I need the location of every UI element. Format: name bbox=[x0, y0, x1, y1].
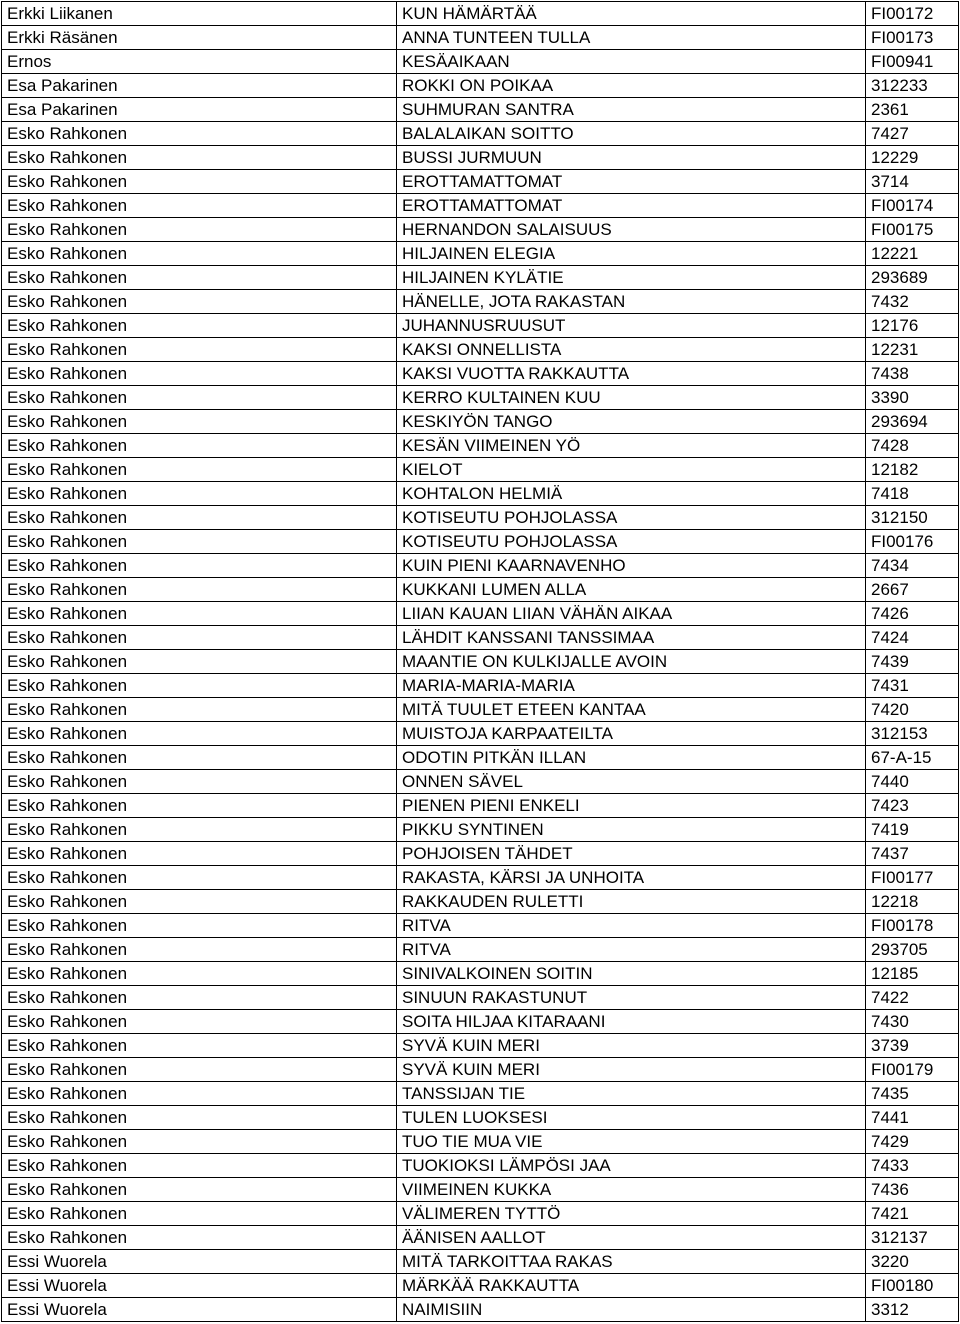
code-cell: 12221 bbox=[866, 242, 959, 266]
artist-cell: Esko Rahkonen bbox=[2, 170, 397, 194]
code-cell: FI00174 bbox=[866, 194, 959, 218]
artist-cell: Esko Rahkonen bbox=[2, 1154, 397, 1178]
title-cell: KERRO KULTAINEN KUU bbox=[397, 386, 866, 410]
code-cell: FI00175 bbox=[866, 218, 959, 242]
title-cell: ÄÄNISEN AALLOT bbox=[397, 1226, 866, 1250]
title-cell: KIELOT bbox=[397, 458, 866, 482]
code-cell: 2361 bbox=[866, 98, 959, 122]
artist-cell: Esko Rahkonen bbox=[2, 578, 397, 602]
code-cell: 293705 bbox=[866, 938, 959, 962]
artist-cell: Esko Rahkonen bbox=[2, 290, 397, 314]
artist-cell: Esko Rahkonen bbox=[2, 194, 397, 218]
title-cell: SOITA HILJAA KITARAANI bbox=[397, 1010, 866, 1034]
code-cell: FI00180 bbox=[866, 1274, 959, 1298]
code-cell: 7420 bbox=[866, 698, 959, 722]
code-cell: 3312 bbox=[866, 1298, 959, 1322]
artist-cell: Esko Rahkonen bbox=[2, 362, 397, 386]
code-cell: 7427 bbox=[866, 122, 959, 146]
table-row bbox=[2, 290, 959, 314]
code-cell: 312233 bbox=[866, 74, 959, 98]
code-cell: FI00178 bbox=[866, 914, 959, 938]
table-row bbox=[2, 98, 959, 122]
table-row bbox=[2, 242, 959, 266]
artist-cell: Essi Wuorela bbox=[2, 1298, 397, 1322]
artist-cell: Esko Rahkonen bbox=[2, 242, 397, 266]
table-row bbox=[2, 314, 959, 338]
title-cell: HERNANDON SALAISUUS bbox=[397, 218, 866, 242]
code-cell: FI00172 bbox=[866, 2, 959, 26]
code-cell: 12229 bbox=[866, 146, 959, 170]
title-cell: MITÄ TARKOITTAA RAKAS bbox=[397, 1250, 866, 1274]
table-row bbox=[2, 218, 959, 242]
table-row bbox=[2, 890, 959, 914]
artist-cell: Esko Rahkonen bbox=[2, 698, 397, 722]
title-cell: SYVÄ KUIN MERI bbox=[397, 1058, 866, 1082]
song-table bbox=[1, 1, 959, 1322]
title-cell: SYVÄ KUIN MERI bbox=[397, 1034, 866, 1058]
artist-cell: Esko Rahkonen bbox=[2, 1082, 397, 1106]
table-row bbox=[2, 746, 959, 770]
title-cell: KESKIYÖN TANGO bbox=[397, 410, 866, 434]
code-cell: 312153 bbox=[866, 722, 959, 746]
table-row bbox=[2, 434, 959, 458]
code-cell: 3714 bbox=[866, 170, 959, 194]
table-row bbox=[2, 1226, 959, 1250]
code-cell: 7423 bbox=[866, 794, 959, 818]
table-row bbox=[2, 1106, 959, 1130]
table-row bbox=[2, 578, 959, 602]
artist-cell: Essi Wuorela bbox=[2, 1250, 397, 1274]
table-row bbox=[2, 1274, 959, 1298]
title-cell: KOTISEUTU POHJOLASSA bbox=[397, 530, 866, 554]
table-row bbox=[2, 122, 959, 146]
title-cell: TUO TIE MUA VIE bbox=[397, 1130, 866, 1154]
table-row bbox=[2, 626, 959, 650]
table-row bbox=[2, 338, 959, 362]
artist-cell: Erkki Liikanen bbox=[2, 2, 397, 26]
table-row bbox=[2, 1010, 959, 1034]
code-cell: FI00941 bbox=[866, 50, 959, 74]
artist-cell: Esko Rahkonen bbox=[2, 1106, 397, 1130]
code-cell: 312150 bbox=[866, 506, 959, 530]
title-cell: HÄNELLE, JOTA RAKASTAN bbox=[397, 290, 866, 314]
artist-cell: Esko Rahkonen bbox=[2, 314, 397, 338]
artist-cell: Esko Rahkonen bbox=[2, 1130, 397, 1154]
table-row bbox=[2, 938, 959, 962]
title-cell: MAANTIE ON KULKIJALLE AVOIN bbox=[397, 650, 866, 674]
artist-cell: Esko Rahkonen bbox=[2, 338, 397, 362]
table-row bbox=[2, 914, 959, 938]
code-cell: 7441 bbox=[866, 1106, 959, 1130]
table-row bbox=[2, 2, 959, 26]
table-row bbox=[2, 650, 959, 674]
artist-cell: Esko Rahkonen bbox=[2, 410, 397, 434]
code-cell: 2667 bbox=[866, 578, 959, 602]
artist-cell: Esko Rahkonen bbox=[2, 794, 397, 818]
artist-cell: Esko Rahkonen bbox=[2, 554, 397, 578]
code-cell: 3220 bbox=[866, 1250, 959, 1274]
title-cell: KESÄAIKAAN bbox=[397, 50, 866, 74]
code-cell: 7434 bbox=[866, 554, 959, 578]
title-cell: ONNEN SÄVEL bbox=[397, 770, 866, 794]
title-cell: KUN HÄMÄRTÄÄ bbox=[397, 2, 866, 26]
artist-cell: Esko Rahkonen bbox=[2, 458, 397, 482]
title-cell: EROTTAMATTOMAT bbox=[397, 170, 866, 194]
artist-cell: Esa Pakarinen bbox=[2, 98, 397, 122]
title-cell: SUHMURAN SANTRA bbox=[397, 98, 866, 122]
table-row bbox=[2, 602, 959, 626]
artist-cell: Esko Rahkonen bbox=[2, 1202, 397, 1226]
code-cell: FI00179 bbox=[866, 1058, 959, 1082]
table-row bbox=[2, 818, 959, 842]
title-cell: ROKKI ON POIKAA bbox=[397, 74, 866, 98]
title-cell: KESÄN VIIMEINEN YÖ bbox=[397, 434, 866, 458]
table-row bbox=[2, 170, 959, 194]
table-row bbox=[2, 194, 959, 218]
title-cell: MITÄ TUULET ETEEN KANTAA bbox=[397, 698, 866, 722]
artist-cell: Ernos bbox=[2, 50, 397, 74]
table-row bbox=[2, 530, 959, 554]
table-row bbox=[2, 50, 959, 74]
title-cell: LIIAN KAUAN LIIAN VÄHÄN AIKAA bbox=[397, 602, 866, 626]
artist-cell: Esko Rahkonen bbox=[2, 530, 397, 554]
artist-cell: Esko Rahkonen bbox=[2, 1178, 397, 1202]
title-cell: KUKKANI LUMEN ALLA bbox=[397, 578, 866, 602]
code-cell: 12231 bbox=[866, 338, 959, 362]
artist-cell: Esko Rahkonen bbox=[2, 434, 397, 458]
code-cell: 67-A-15 bbox=[866, 746, 959, 770]
table-row bbox=[2, 74, 959, 98]
code-cell: 7433 bbox=[866, 1154, 959, 1178]
title-cell: KUIN PIENI KAARNAVENHO bbox=[397, 554, 866, 578]
artist-cell: Esko Rahkonen bbox=[2, 986, 397, 1010]
code-cell: 7424 bbox=[866, 626, 959, 650]
artist-cell: Esko Rahkonen bbox=[2, 818, 397, 842]
table-row bbox=[2, 458, 959, 482]
title-cell: KOTISEUTU POHJOLASSA bbox=[397, 506, 866, 530]
artist-cell: Esko Rahkonen bbox=[2, 482, 397, 506]
table-row bbox=[2, 1130, 959, 1154]
code-cell: 7437 bbox=[866, 842, 959, 866]
code-cell: 293694 bbox=[866, 410, 959, 434]
code-cell: 7436 bbox=[866, 1178, 959, 1202]
code-cell: 7421 bbox=[866, 1202, 959, 1226]
code-cell: 3390 bbox=[866, 386, 959, 410]
artist-cell: Esko Rahkonen bbox=[2, 962, 397, 986]
artist-cell: Esa Pakarinen bbox=[2, 74, 397, 98]
code-cell: 7429 bbox=[866, 1130, 959, 1154]
title-cell: POHJOISEN TÄHDET bbox=[397, 842, 866, 866]
artist-cell: Esko Rahkonen bbox=[2, 842, 397, 866]
table-row bbox=[2, 1058, 959, 1082]
table-row bbox=[2, 1082, 959, 1106]
title-cell: NAIMISIIN bbox=[397, 1298, 866, 1322]
code-cell: 7435 bbox=[866, 1082, 959, 1106]
table-row bbox=[2, 362, 959, 386]
artist-cell: Esko Rahkonen bbox=[2, 122, 397, 146]
code-cell: 7422 bbox=[866, 986, 959, 1010]
title-cell: TANSSIJAN TIE bbox=[397, 1082, 866, 1106]
table-row bbox=[2, 386, 959, 410]
title-cell: BUSSI JURMUUN bbox=[397, 146, 866, 170]
title-cell: HILJAINEN KYLÄTIE bbox=[397, 266, 866, 290]
artist-cell: Esko Rahkonen bbox=[2, 1058, 397, 1082]
artist-cell: Esko Rahkonen bbox=[2, 386, 397, 410]
table-row bbox=[2, 842, 959, 866]
table-row bbox=[2, 26, 959, 50]
title-cell: RITVA bbox=[397, 938, 866, 962]
artist-cell: Esko Rahkonen bbox=[2, 146, 397, 170]
artist-cell: Esko Rahkonen bbox=[2, 266, 397, 290]
code-cell: 312137 bbox=[866, 1226, 959, 1250]
artist-cell: Esko Rahkonen bbox=[2, 1226, 397, 1250]
table-row bbox=[2, 962, 959, 986]
table-row bbox=[2, 794, 959, 818]
table-row bbox=[2, 554, 959, 578]
code-cell: 7432 bbox=[866, 290, 959, 314]
title-cell: MÄRKÄÄ RAKKAUTTA bbox=[397, 1274, 866, 1298]
artist-cell: Esko Rahkonen bbox=[2, 866, 397, 890]
title-cell: TULEN LUOKSESI bbox=[397, 1106, 866, 1130]
title-cell: VIIMEINEN KUKKA bbox=[397, 1178, 866, 1202]
table-row bbox=[2, 146, 959, 170]
song-table-body bbox=[2, 2, 959, 1322]
title-cell: MARIA-MARIA-MARIA bbox=[397, 674, 866, 698]
title-cell: JUHANNUSRUUSUT bbox=[397, 314, 866, 338]
artist-cell: Esko Rahkonen bbox=[2, 218, 397, 242]
title-cell: TUOKIOKSI LÄMPÖSI JAA bbox=[397, 1154, 866, 1178]
title-cell: VÄLIMEREN TYTTÖ bbox=[397, 1202, 866, 1226]
code-cell: 7431 bbox=[866, 674, 959, 698]
code-cell: FI00177 bbox=[866, 866, 959, 890]
artist-cell: Esko Rahkonen bbox=[2, 722, 397, 746]
artist-cell: Esko Rahkonen bbox=[2, 914, 397, 938]
artist-cell: Essi Wuorela bbox=[2, 1274, 397, 1298]
code-cell: 7418 bbox=[866, 482, 959, 506]
artist-cell: Esko Rahkonen bbox=[2, 746, 397, 770]
artist-cell: Esko Rahkonen bbox=[2, 1010, 397, 1034]
title-cell: RITVA bbox=[397, 914, 866, 938]
title-cell: KAKSI VUOTTA RAKKAUTTA bbox=[397, 362, 866, 386]
title-cell: SINUUN RAKASTUNUT bbox=[397, 986, 866, 1010]
code-cell: 7430 bbox=[866, 1010, 959, 1034]
code-cell: 12218 bbox=[866, 890, 959, 914]
table-row bbox=[2, 770, 959, 794]
code-cell: 7438 bbox=[866, 362, 959, 386]
title-cell: MUISTOJA KARPAATEILTA bbox=[397, 722, 866, 746]
table-row bbox=[2, 506, 959, 530]
code-cell: FI00176 bbox=[866, 530, 959, 554]
artist-cell: Esko Rahkonen bbox=[2, 770, 397, 794]
title-cell: ODOTIN PITKÄN ILLAN bbox=[397, 746, 866, 770]
title-cell: KAKSI ONNELLISTA bbox=[397, 338, 866, 362]
title-cell: EROTTAMATTOMAT bbox=[397, 194, 866, 218]
table-row bbox=[2, 698, 959, 722]
code-cell: 12176 bbox=[866, 314, 959, 338]
code-cell: 12182 bbox=[866, 458, 959, 482]
table-row bbox=[2, 1202, 959, 1226]
table-row bbox=[2, 722, 959, 746]
title-cell: SINIVALKOINEN SOITIN bbox=[397, 962, 866, 986]
title-cell: RAKASTA, KÄRSI JA UNHOITA bbox=[397, 866, 866, 890]
table-row bbox=[2, 410, 959, 434]
table-row bbox=[2, 674, 959, 698]
table-row bbox=[2, 1250, 959, 1274]
table-row bbox=[2, 482, 959, 506]
artist-cell: Esko Rahkonen bbox=[2, 506, 397, 530]
table-row bbox=[2, 1154, 959, 1178]
code-cell: 7428 bbox=[866, 434, 959, 458]
title-cell: LÄHDIT KANSSANI TANSSIMAA bbox=[397, 626, 866, 650]
table-row bbox=[2, 266, 959, 290]
artist-cell: Esko Rahkonen bbox=[2, 626, 397, 650]
title-cell: ANNA TUNTEEN TULLA bbox=[397, 26, 866, 50]
artist-cell: Esko Rahkonen bbox=[2, 938, 397, 962]
code-cell: 7439 bbox=[866, 650, 959, 674]
title-cell: PIENEN PIENI ENKELI bbox=[397, 794, 866, 818]
code-cell: 12185 bbox=[866, 962, 959, 986]
title-cell: PIKKU SYNTINEN bbox=[397, 818, 866, 842]
artist-cell: Erkki Räsänen bbox=[2, 26, 397, 50]
artist-cell: Esko Rahkonen bbox=[2, 890, 397, 914]
title-cell: RAKKAUDEN RULETTI bbox=[397, 890, 866, 914]
title-cell: KOHTALON HELMIÄ bbox=[397, 482, 866, 506]
title-cell: BALALAIKAN SOITTO bbox=[397, 122, 866, 146]
artist-cell: Esko Rahkonen bbox=[2, 650, 397, 674]
code-cell: FI00173 bbox=[866, 26, 959, 50]
code-cell: 7426 bbox=[866, 602, 959, 626]
artist-cell: Esko Rahkonen bbox=[2, 1034, 397, 1058]
code-cell: 293689 bbox=[866, 266, 959, 290]
table-row bbox=[2, 1178, 959, 1202]
code-cell: 7440 bbox=[866, 770, 959, 794]
table-row bbox=[2, 866, 959, 890]
code-cell: 3739 bbox=[866, 1034, 959, 1058]
table-row bbox=[2, 1034, 959, 1058]
code-cell: 7419 bbox=[866, 818, 959, 842]
artist-cell: Esko Rahkonen bbox=[2, 602, 397, 626]
artist-cell: Esko Rahkonen bbox=[2, 674, 397, 698]
table-row bbox=[2, 986, 959, 1010]
table-row bbox=[2, 1298, 959, 1322]
title-cell: HILJAINEN ELEGIA bbox=[397, 242, 866, 266]
